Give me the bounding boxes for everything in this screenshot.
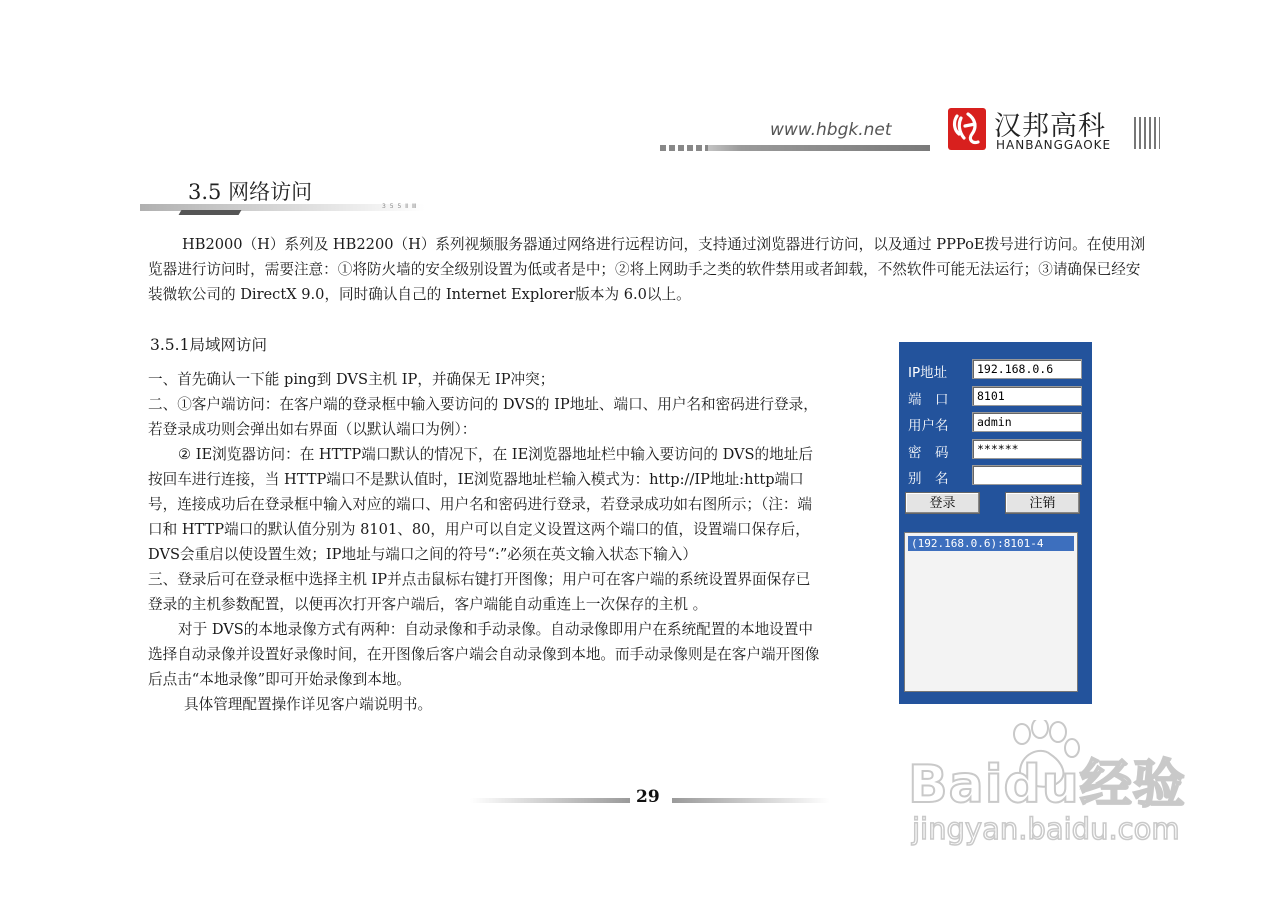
header-rule-dots	[660, 145, 708, 151]
site-url: www.hbgk.net	[770, 120, 892, 140]
section-tiny-text: 3 5 5 Ⅱ Ⅲ	[382, 203, 418, 210]
password-label: 密 码	[908, 445, 949, 461]
port-input[interactable]: 8101	[972, 386, 1082, 406]
paragraph-manual-ref: 具体管理配置操作详见客户端说明书。	[184, 696, 433, 713]
password-input[interactable]: ******	[972, 439, 1082, 459]
section-underline-accent	[179, 210, 242, 215]
logo-mark-icon	[948, 108, 986, 150]
port-label: 端 口	[908, 392, 949, 408]
header-bars-decoration	[1134, 117, 1160, 149]
logout-button[interactable]: 注销	[1005, 492, 1080, 514]
paragraph-step-3: 三、登录后可在登录框中选择主机 IP并点击鼠标右键打开图像；用户可在客户端的系统设置界面保存已登录的主机参数配置，以便再次打开客户端后，客户端能自动重连上一次保存的主机 。	[148, 571, 811, 613]
ip-address-label: IP地址	[908, 365, 948, 381]
host-list[interactable]	[904, 532, 1078, 692]
paragraph-step-1: 一、首先确认一下能 ping到 DVS主机 IP，并确保无 IP冲突；	[148, 371, 555, 388]
footer-rule-left	[470, 798, 630, 803]
footer-rule-right	[672, 798, 830, 803]
lan-access-body	[148, 367, 823, 717]
company-name-en: HANBANGGAOKE	[996, 138, 1112, 152]
alias-input[interactable]	[972, 465, 1082, 485]
watermark-brand: Baidu经验	[908, 755, 1186, 815]
company-logo-icon	[948, 108, 986, 150]
paragraph-recording: 对于 DVS的本地录像方式有两种：自动录像和手动录像。自动录像即用户在系统配置的本地设置中选择自动录像并设置好录像时间，在开图像后客户端会自动录像到本地。而手动录像则是在客户端开图像后点击“本地录像”即可开始录像到本地。	[148, 621, 820, 688]
watermark-url: jingyan.baidu.com	[912, 812, 1180, 846]
company-name-cn: 汉邦高科	[994, 111, 1106, 142]
page-number: 29	[636, 787, 660, 807]
intro-paragraph: HB2000（H）系列及 HB2200（H）系列视频服务器通过网络进行远程访问，支持通过浏览器进行访问，以及通过 PPPoE拨号进行访问。在使用浏览器进行访问时，需要注意：①将防火墙的安全级别设置为低或者是中；②将上网助手之类的软件禁用或者卸载，不然软件可能无法运行；③请确保已经安装微软公司的 DirectX 9.0，同时确认自己的 Internet Explorer版本为 6.0以上。	[148, 236, 1146, 303]
section-title: 3.5 网络访问	[188, 180, 313, 204]
username-label: 用户名	[908, 418, 949, 434]
ip-address-input[interactable]: 192.168.0.6	[972, 359, 1082, 379]
paragraph-step-2b: ② IE浏览器访问：在 HTTP端口默认的情况下，在 IE浏览器地址栏中输入要访问的 DVS的地址后按回车进行连接，当 HTTP端口不是默认值时，IE浏览器地址栏输入模式为：http://IP地址:http端口号，连接成功后在登录框中输入对应的端口、用户名和密码进行登录，若登录成功如右图所示；（注：端口和 HTTP端口的默认值分别为 8101、80，用户可以自定义设置这两个端口的值，设置端口保存后，DVS会重启以使设置生效；IP地址与端口之间的符号“:”必须在英文输入状态下输入）	[148, 446, 813, 563]
subsection-title: 3.5.1局域网访问	[150, 336, 267, 354]
paragraph-step-2: 二、①客户端访问：在客户端的登录框中输入要访问的 DVS的 IP地址、端口、用户名和密码进行登录，若登录成功则会弹出如右界面（以默认端口为例）：	[148, 396, 818, 438]
login-button[interactable]: 登录	[905, 492, 980, 514]
host-list-item[interactable]: (192.168.0.6):8101-4	[908, 536, 1074, 551]
username-input[interactable]: admin	[972, 412, 1082, 432]
alias-label: 别 名	[908, 471, 949, 487]
